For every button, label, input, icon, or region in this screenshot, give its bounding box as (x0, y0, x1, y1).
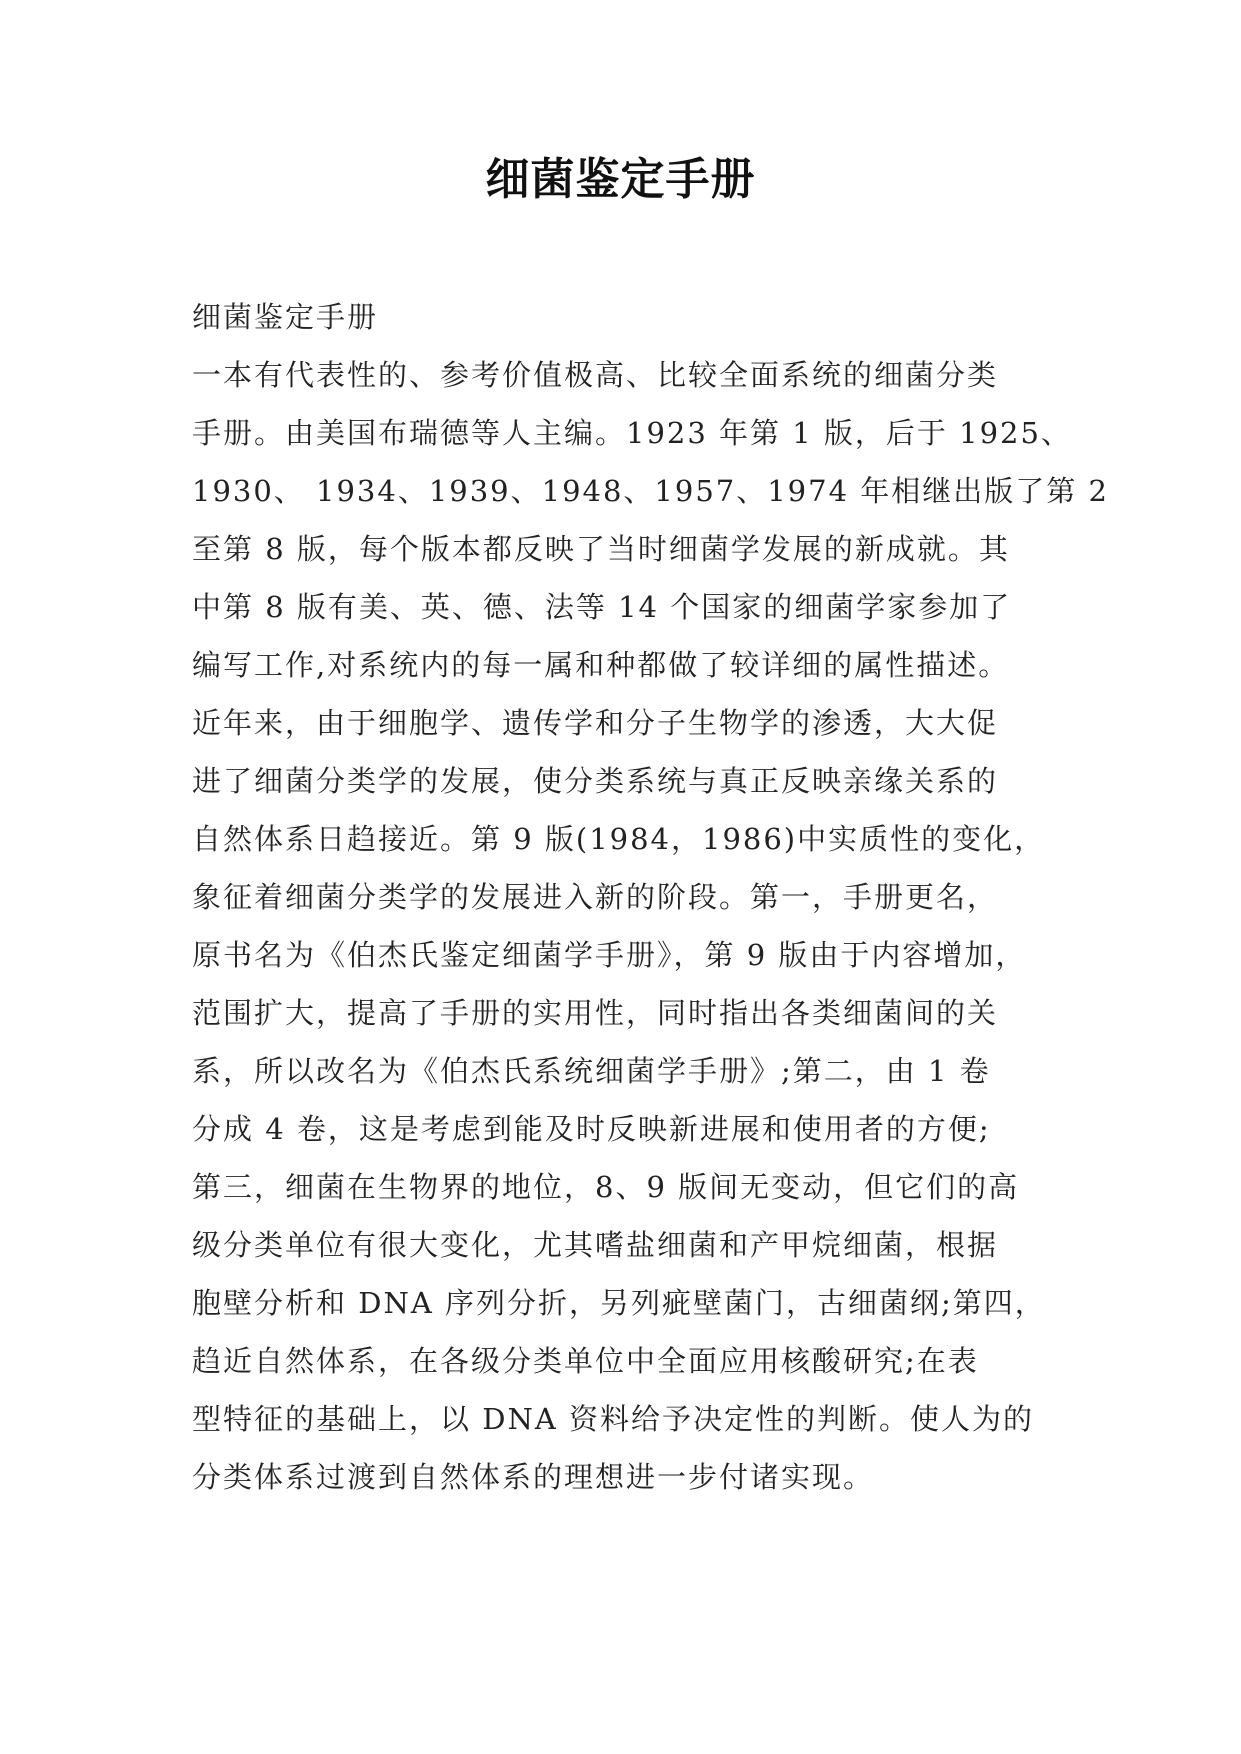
document-body (192, 288, 1109, 1506)
body-line: 分类体系过渡到自然体系的理想进一步付诸实现。 (192, 1460, 875, 1494)
body-line: 自然体系日趋接近。第 9 版(1984，1986)中实质性的变化， (192, 822, 1046, 856)
body-line: 范围扩大，提高了手册的实用性，同时指出各类细菌间的关 (192, 996, 999, 1030)
body-line: 近年来，由于细胞学、遗传学和分子生物学的渗透，大大促 (192, 706, 999, 740)
body-line: 中第 8 版有美、英、德、法等 14 个国家的细菌学家参加了 (192, 590, 1012, 624)
body-line: 细菌鉴定手册 (192, 300, 379, 334)
body-line: 编写工作,对系统内的每一属和种都做了较详细的属性描述。 (192, 648, 1010, 682)
body-line: 趋近自然体系，在各级分类单位中全面应用核酸研究;在表 (192, 1344, 979, 1378)
body-line: 象征着细菌分类学的发展进入新的阶段。第一，手册更名， (192, 880, 999, 914)
body-line: 系，所以改名为《伯杰氏系统细菌学手册》;第二，由 1 卷 (192, 1054, 991, 1088)
body-line: 级分类单位有很大变化，尤其嗜盐细菌和产甲烷细菌，根据 (192, 1228, 999, 1262)
body-line: 原书名为《伯杰氏鉴定细菌学手册》，第 9 版由于内容增加， (192, 938, 1027, 972)
body-line: 胞壁分析和 DNA 序列分折，另列疵壁菌门，古细菌纲;第四， (192, 1286, 1046, 1320)
document-title: 细菌鉴定手册 (485, 154, 756, 205)
body-line: 第三，细菌在生物界的地位，8、9 版间无变动，但它们的高 (192, 1170, 1020, 1204)
body-line: 至第 8 版，每个版本都反映了当时细菌学发展的新成就。其 (192, 532, 1010, 566)
body-line: 手册。由美国布瑞德等人主编。1923 年第 1 版，后于 1925、 (192, 416, 1072, 450)
body-line: 一本有代表性的、参考价值极高、比较全面系统的细菌分类 (192, 358, 999, 392)
body-line: 进了细菌分类学的发展，使分类系统与真正反映亲缘关系的 (192, 764, 999, 798)
body-line: 1930、 1934、1939、1948、1957、1974 年相继出版了第 2 (192, 474, 1109, 508)
body-line: 分成 4 卷，这是考虑到能及时反映新进展和使用者的方便; (192, 1112, 991, 1146)
body-line: 型特征的基础上，以 DNA 资料给予决定性的判断。使人为的 (192, 1402, 1035, 1436)
